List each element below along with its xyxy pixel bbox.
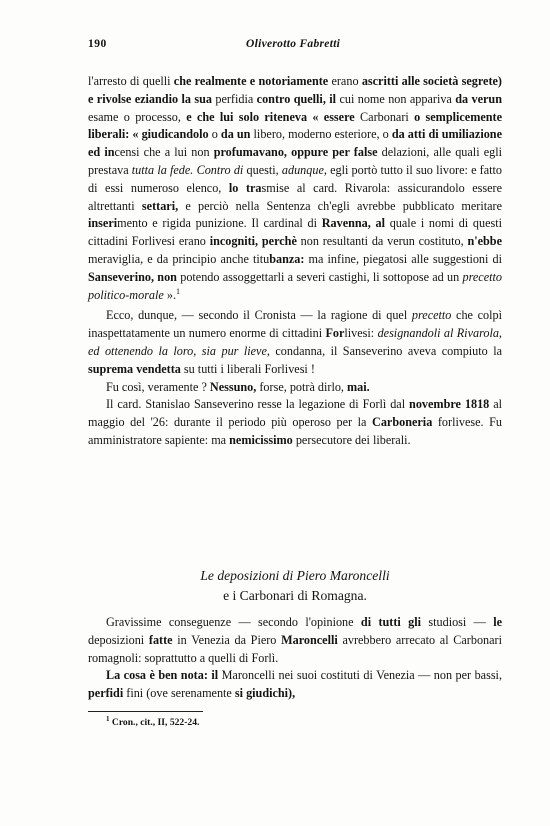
- text-run: Contro di: [196, 162, 244, 177]
- text-run: da verun: [455, 91, 502, 106]
- text-run: Ravenna, al: [321, 216, 385, 231]
- text-run: mento e rigida punizione. Il cardinal di: [117, 216, 322, 231]
- text-run: da atti di umiliazione ed in: [88, 127, 502, 160]
- text-run: 1: [176, 286, 181, 296]
- footnote-marker: 1: [106, 714, 110, 723]
- text-run: precetto politico-morale: [88, 269, 502, 302]
- section-heading-line-2: e i Carbonari di Romagna.: [223, 588, 367, 603]
- text-run: designandoli al Rivarola, ed ottenendo la loro,: [88, 326, 502, 358]
- text-run: delazioni, alle quali egli prestava: [88, 145, 502, 177]
- text-run: ma infine, piegatosi alle suggestioni di: [304, 251, 502, 266]
- text-run: e perciò nella Sentenza ch'egli avrebbe pubblicato meritare: [178, 198, 502, 213]
- text-run: esame o processo,: [88, 109, 187, 124]
- text-run: Sanseverino, non: [88, 269, 177, 284]
- body-text-section: [88, 614, 502, 703]
- text-run: banza:: [269, 251, 305, 266]
- running-title: Oliverotto Fabretti: [246, 38, 341, 50]
- text-run: Carbonari: [354, 109, 415, 124]
- text-run: non resultanti da verun costituto,: [296, 234, 468, 249]
- text-run: micissimo: [241, 432, 293, 447]
- text-run: Il card. Stanislao Sanseverino resse la legazione di Forlì dal: [106, 397, 410, 412]
- text-run: egli portò tutto il suo livore: e fatto di essi numeroso elenco,: [88, 162, 503, 195]
- paragraph-la-cosa: [88, 667, 502, 703]
- text-run: inseri: [88, 216, 118, 231]
- text-run: cetto: [427, 308, 452, 323]
- text-run: mai.: [347, 379, 370, 394]
- text-run: tutta la fede.: [131, 162, 194, 177]
- text-run: condanna, il Sanseverino aveva compiuto la: [269, 343, 502, 358]
- text-run: l'arresto di quelli: [88, 74, 174, 88]
- text-run: che colpì inaspettatamente un numero enorme di cittadini: [88, 308, 502, 341]
- text-run: lo tra: [228, 180, 262, 195]
- text-run: forse, potrà dirlo,: [256, 379, 348, 394]
- text-run: da un: [220, 127, 251, 142]
- text-run: perfidi: [88, 686, 124, 701]
- footnote-text: Cron., cit., II, 522-24.: [111, 717, 200, 728]
- text-run: Carboneria: [372, 415, 433, 430]
- text-run: avrebbero arrecato al Carbonari romagnoli: soprattutto a quelli di Forlì.: [88, 632, 503, 665]
- text-run: forlivese. Fu amministratore sapiente: ma: [88, 415, 503, 447]
- text-run: fini (ove serenamente: [123, 686, 235, 701]
- text-run: potendo assoggettarli a severi castighi, li sottopose ad un: [176, 269, 463, 284]
- text-run: censi che a lui non: [114, 145, 214, 160]
- text-run: libero, moderno esteriore, o: [250, 127, 392, 142]
- footnote: [106, 714, 200, 728]
- text-run: For: [325, 326, 345, 341]
- text-run: smise al card. Rivarola: assicurandolo essere altrettanti: [88, 180, 503, 213]
- text-run: Maroncelli: [281, 632, 338, 647]
- text-run: le: [493, 615, 502, 629]
- text-run: Maroncelli nei suoi costituti di Venezia — non per bassi,: [218, 668, 502, 683]
- text-run: o: [208, 127, 221, 142]
- body-text: [88, 73, 502, 450]
- text-run: ascritti alle società segrete) e rivolse eziandio la sua: [88, 74, 502, 106]
- text-run: incogniti, perchè: [209, 234, 297, 249]
- footnote-rule: [88, 711, 203, 712]
- text-run: novembre 1818: [409, 397, 490, 412]
- text-run: e che lui solo riteneva « essere: [186, 109, 355, 124]
- paragraph-gravissime: [88, 614, 502, 667]
- text-run: studiosi —: [421, 615, 494, 629]
- section-heading-line-1: Le deposizioni di Piero Maroncelli: [200, 568, 390, 583]
- text-run: Ecco, dunque, — secondo il Cronista — la ragione di quel: [106, 308, 412, 323]
- section-heading: [88, 566, 502, 606]
- paragraph-fu-cosi: [88, 379, 502, 397]
- text-run: livesi:: [344, 326, 378, 341]
- text-run: pre: [411, 308, 428, 323]
- text-run: adunque,: [281, 162, 327, 177]
- text-run: meraviglia, e da principio anche titu: [88, 251, 270, 266]
- text-run: cui nome non appariva: [336, 91, 456, 106]
- text-run: Gravissime conseguenze — secondo l'opinione: [106, 615, 361, 629]
- running-head: [88, 38, 478, 54]
- text-run: ne: [229, 432, 242, 447]
- page-number: 190: [88, 38, 107, 50]
- text-run: al maggio del '26: durante il periodo più operoso per la: [88, 397, 503, 430]
- paragraph-quote-continuation: [88, 73, 502, 304]
- text-run: ».: [163, 287, 177, 302]
- paragraph-ecco-dunque: [88, 307, 502, 378]
- text-run: contro quelli, il: [256, 91, 337, 106]
- text-run: erano: [328, 74, 362, 88]
- text-run: di tutti gli: [360, 615, 422, 629]
- text-run: o semplicemente liberali: « giudicandolo: [88, 109, 502, 142]
- text-run: perfidia: [211, 91, 257, 106]
- text-run: persecutore dei liberali.: [292, 432, 411, 447]
- text-run: questi,: [243, 162, 282, 177]
- text-run: n'ebbe: [467, 234, 502, 249]
- text-run: sia pur lieve,: [201, 343, 270, 358]
- text-run: deposizioni: [88, 632, 149, 647]
- text-run: La cosa è ben nota: il: [106, 668, 219, 683]
- text-run: profumavano, oppure per false: [213, 145, 378, 160]
- text-run: che realmente e notoriamente: [173, 74, 329, 88]
- text-run: fatte: [148, 632, 173, 647]
- text-run: in Venezia da Piero: [172, 632, 282, 647]
- text-run: Nessuno,: [209, 379, 257, 394]
- text-run: suprema vendetta: [88, 361, 181, 376]
- text-run: settari,: [141, 198, 179, 213]
- text-run: Fu così, veramente ?: [106, 379, 210, 394]
- paragraph-card-sanseverino: [88, 396, 502, 449]
- text-run: si giudichi),: [234, 686, 296, 701]
- text-run: quale i nomi di questi cittadini Forlivesi erano: [88, 216, 502, 249]
- text-run: su tutti i liberali Forlivesi !: [180, 361, 315, 376]
